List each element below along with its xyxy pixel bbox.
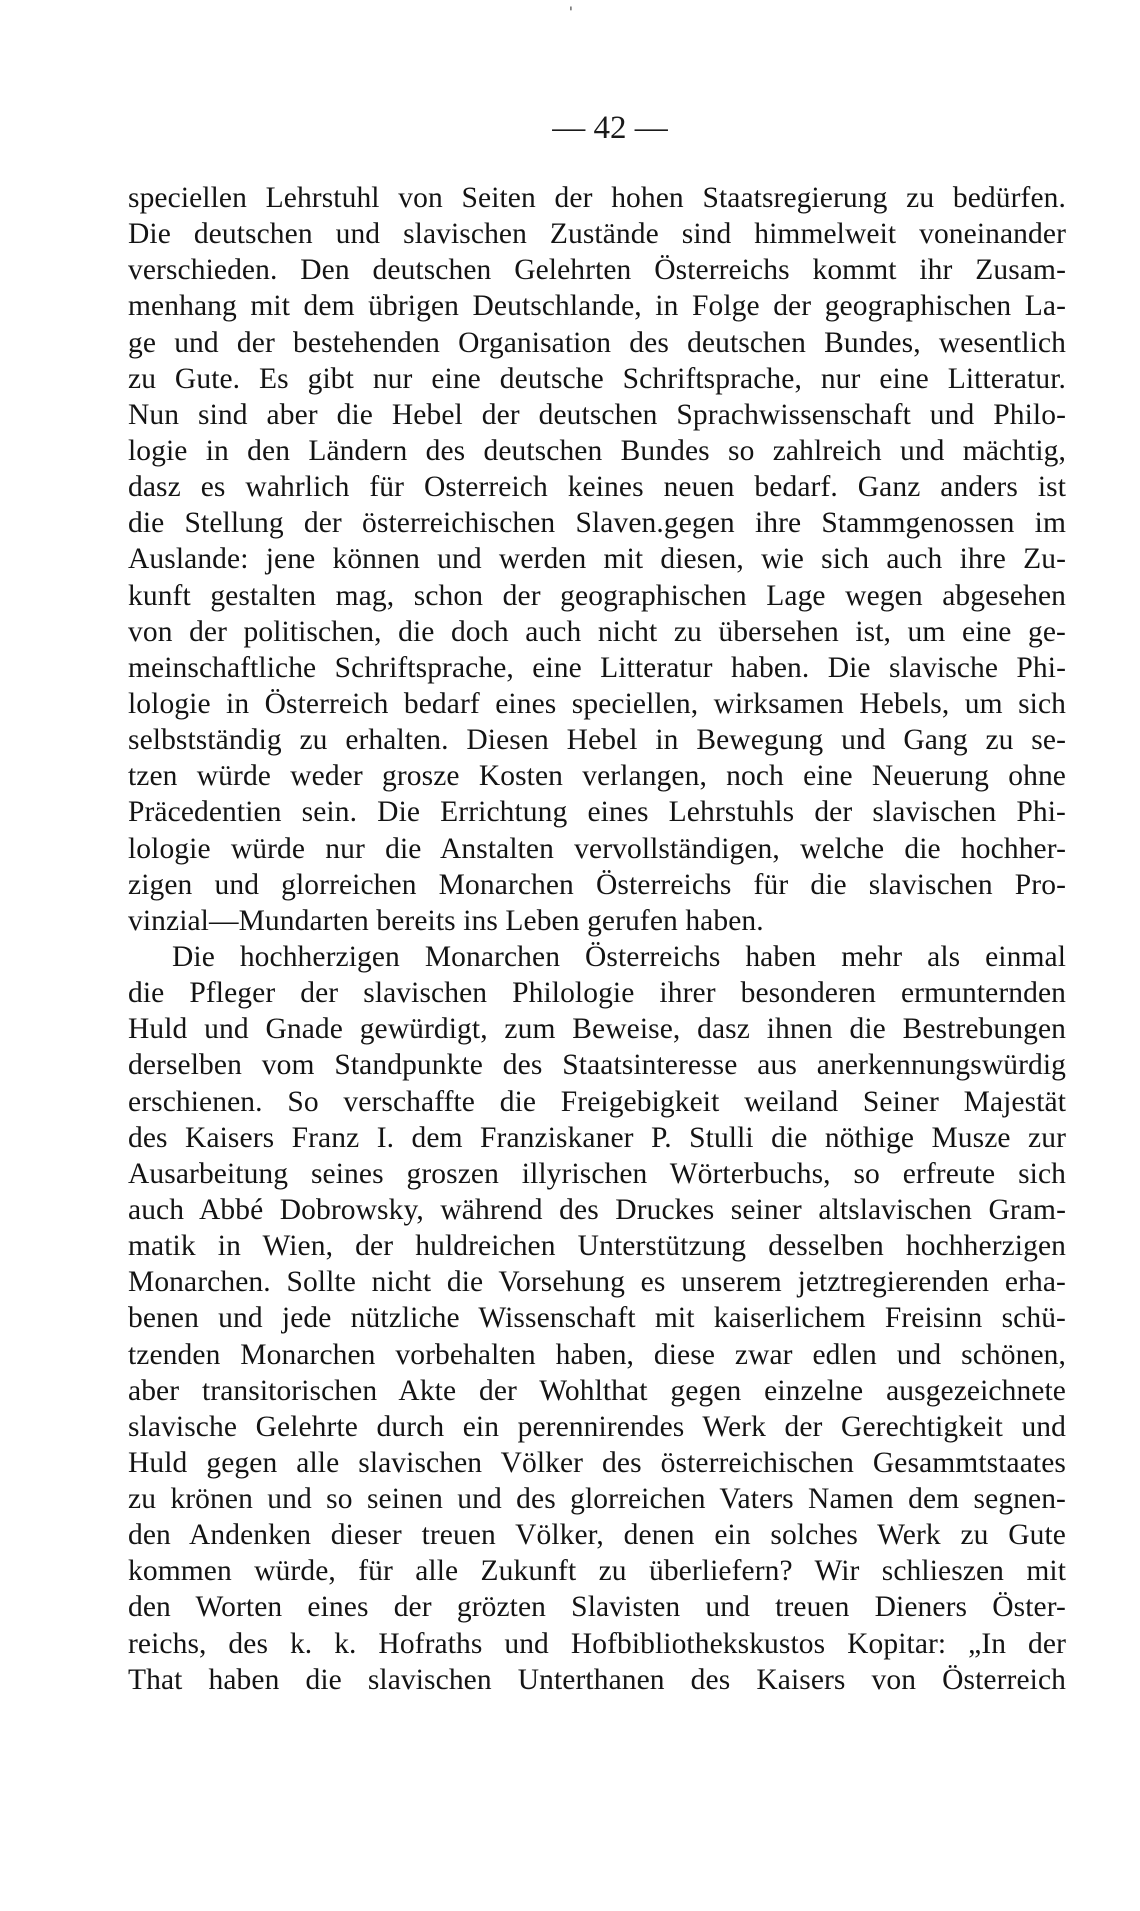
- text-line: menhang mit dem übrigen Deutschlande, in Folge der geographischen La-: [128, 290, 1066, 323]
- text-line: reichs, des k. k. Hofraths und Hofbibliothekskustos Kopitar: „In der: [128, 1627, 1066, 1660]
- text-line: des Kaisers Franz I. dem Franziskaner P. Stulli die nöthige Musze zur: [128, 1121, 1066, 1154]
- page-number: — 42 —: [552, 110, 668, 146]
- text-line: Huld gegen alle slavischen Völker des österreichischen Gesammtstaates: [128, 1446, 1066, 1479]
- text-line: von der politischen, die doch auch nicht zu übersehen ist, um eine ge-: [128, 615, 1066, 648]
- text-line: lologie würde nur die Anstalten vervollständigen, welche die hochher-: [128, 832, 1066, 865]
- text-line: die Pfleger der slavischen Philologie ihrer besonderen ermunternden: [128, 977, 1066, 1010]
- text-line: verschieden. Den deutschen Gelehrten Österreichs kommt ihr Zusam-: [128, 254, 1066, 287]
- text-line: Nun sind aber die Hebel der deutschen Sprachwissenschaft und Philo-: [128, 398, 1066, 431]
- text-line: auch Abbé Dobrowsky, während des Druckes seiner altslavischen Gram-: [128, 1193, 1066, 1226]
- text-line: zigen und glorreichen Monarchen Österreichs für die slavischen Pro-: [128, 868, 1066, 901]
- text-line: Die deutschen und slavischen Zustände sind himmelweit voneinander: [128, 218, 1066, 251]
- text-line: die Stellung der österreichischen Slaven.gegen ihre Stammgenossen im: [128, 507, 1066, 540]
- text-line: Huld und Gnade gewürdigt, zum Beweise, dasz ihnen die Bestrebungen: [128, 1013, 1066, 1046]
- text-line: slavische Gelehrte durch ein perennirendes Werk der Gerechtigkeit und: [128, 1410, 1066, 1443]
- text-line: Präcedentien sein. Die Errichtung eines Lehrstuhls der slavischen Phi-: [128, 796, 1066, 829]
- text-line: That haben die slavischen Unterthanen des Kaisers von Österreich: [128, 1663, 1066, 1696]
- text-line: den Worten eines der grözten Slavisten und treuen Dieners Öster-: [128, 1591, 1066, 1624]
- text-line: meinschaftliche Schriftsprache, eine Litteratur haben. Die slavische Phi-: [128, 651, 1066, 684]
- text-line: matik in Wien, der huldreichen Unterstützung desselben hochherzigen: [128, 1230, 1066, 1263]
- text-line: logie in den Ländern des deutschen Bundes so zahlreich und mächtig,: [128, 434, 1066, 467]
- paragraph-start-line: Die hochherzigen Monarchen Österreichs haben mehr als einmal: [172, 940, 1066, 973]
- text-line: Auslande: jene können und werden mit diesen, wie sich auch ihre Zu-: [128, 543, 1066, 576]
- paragraph-end-line: vinzial—Mundarten bereits ins Leben gerufen haben.: [128, 904, 764, 937]
- body-text: [128, 180, 1066, 1698]
- text-line: speciellen Lehrstuhl von Seiten der hohen Staatsregierung zu bedürfen.: [128, 182, 1066, 214]
- text-line: den Andenken dieser treuen Völker, denen ein solches Werk zu Gute: [128, 1519, 1066, 1552]
- text-line: zu krönen und so seinen und des glorreichen Vaters Namen dem segnen-: [128, 1483, 1066, 1516]
- text-line: aber transitorischen Akte der Wohlthat gegen einzelne ausgezeichnete: [128, 1374, 1066, 1407]
- text-line: dasz es wahrlich für Osterreich keines neuen bedarf. Ganz anders ist: [128, 471, 1066, 504]
- text-line: tzenden Monarchen vorbehalten haben, diese zwar edlen und schönen,: [128, 1338, 1066, 1371]
- text-line: lologie in Österreich bedarf eines speciellen, wirksamen Hebels, um sich: [128, 687, 1066, 720]
- text-line: kunft gestalten mag, schon der geographischen Lage wegen abgesehen: [128, 579, 1066, 612]
- text-line: ge und der bestehenden Organisation des deutschen Bundes, wesentlich: [128, 326, 1066, 359]
- ink-speck: ': [569, 5, 573, 21]
- text-line: benen und jede nützliche Wissenschaft mit kaiserlichem Freisinn schü-: [128, 1302, 1066, 1335]
- text-line: kommen würde, für alle Zukunft zu überliefern? Wir schlieszen mit: [128, 1555, 1066, 1588]
- text-line: Ausarbeitung seines groszen illyrischen Wörterbuchs, so erfreute sich: [128, 1157, 1066, 1190]
- text-line: selbstständig zu erhalten. Diesen Hebel in Bewegung und Gang zu se-: [128, 724, 1066, 757]
- text-line: derselben vom Standpunkte des Staatsinteresse aus anerkennungswürdig: [128, 1049, 1066, 1082]
- text-line: tzen würde weder grosze Kosten verlangen, noch eine Neuerung ohne: [128, 760, 1066, 793]
- text-line: erschienen. So verschaffte die Freigebigkeit weiland Seiner Majestät: [128, 1085, 1066, 1118]
- text-line: zu Gute. Es gibt nur eine deutsche Schriftsprache, nur eine Litteratur.: [128, 362, 1066, 395]
- text-line: Monarchen. Sollte nicht die Vorsehung es unserem jetztregierenden erha-: [128, 1266, 1066, 1299]
